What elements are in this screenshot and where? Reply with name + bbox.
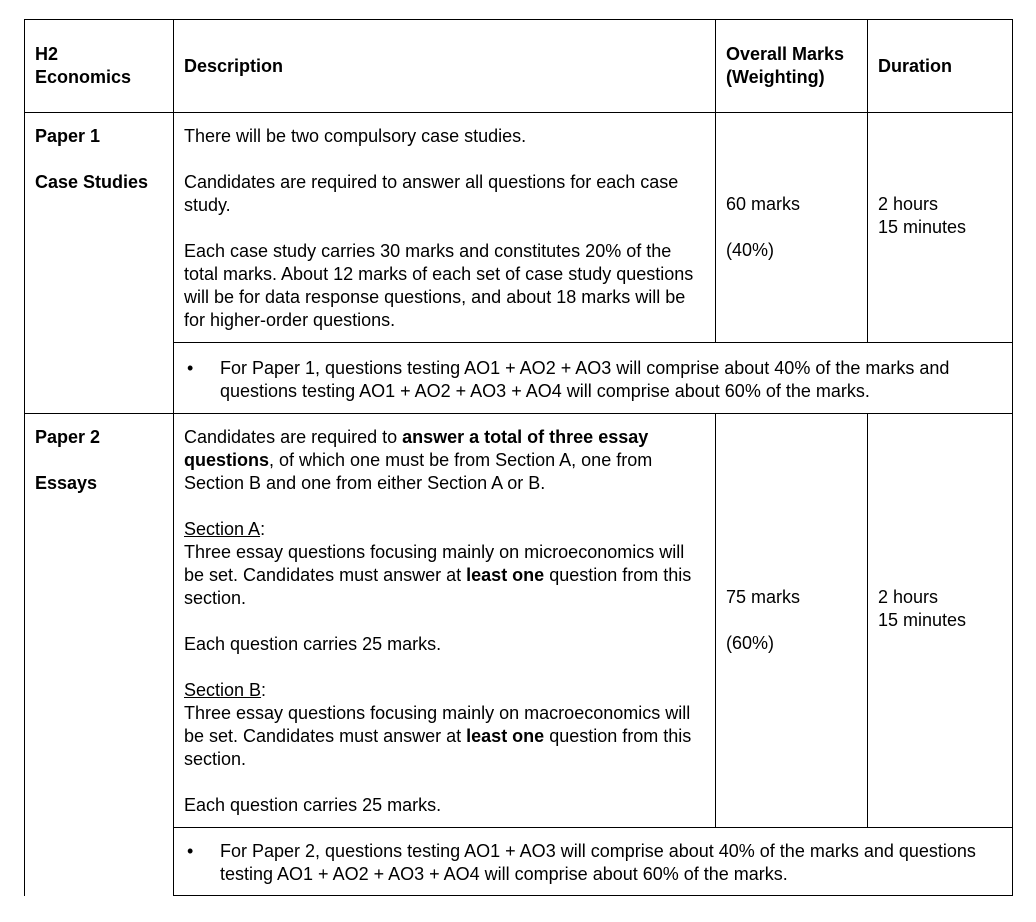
paper1-duration-minutes: 15 minutes	[878, 217, 967, 237]
header-marks: Overall Marks (Weighting)	[716, 20, 868, 113]
paper2-intro: Candidates are required to answer a total of three essay questions, of which one must be from Section A, one from Section B and one from either Section A or B.	[184, 427, 653, 493]
paper2-row	[25, 414, 1013, 828]
paper1-desc-p3: Each case study carries 30 marks and constitutes 20% of the total marks. About 12 marks of each set of case study questions will be for data response questions, and about 18 marks will be for higher-order questions.	[184, 241, 694, 330]
paper2-note-row	[25, 828, 1013, 896]
paper2-description	[174, 414, 716, 828]
paper2-section-a-heading: Section A:	[184, 519, 266, 539]
paper1-duration-cell	[868, 113, 1013, 343]
paper1-row	[25, 113, 1013, 343]
paper1-subtitle: Case Studies	[35, 172, 149, 192]
header-subject: H2 Economics	[25, 20, 174, 113]
paper2-section-b-heading: Section B:	[184, 680, 267, 700]
paper1-duration-hours: 2 hours	[878, 194, 939, 214]
paper1-weighting: (40%)	[726, 240, 775, 260]
paper1-note-row	[25, 343, 1013, 414]
paper2-weighting: (60%)	[726, 633, 775, 653]
paper1-marks: 60 marks	[726, 194, 801, 214]
paper1-description	[174, 113, 716, 343]
assessment-table	[24, 19, 1013, 896]
paper2-section-b-text: Three essay questions focusing mainly on macroeconomics will be set. Candidates must answer at least one question from this section.	[184, 703, 692, 769]
paper2-duration-hours: 2 hours	[878, 587, 939, 607]
paper1-note: • For Paper 1, questions testing AO1 + AO2 + AO3 will comprise about 40% of the marks and questions testing AO1 + AO2 + AO3 + AO4 will comprise about 60% of the marks.	[184, 357, 1002, 403]
paper2-duration-minutes: 15 minutes	[878, 610, 967, 630]
paper2-subtitle: Essays	[35, 473, 98, 493]
paper2-section-a-marks: Each question carries 25 marks.	[184, 634, 442, 654]
paper1-marks-cell	[716, 113, 868, 343]
paper2-label-cell	[25, 414, 174, 896]
header-duration: Duration	[868, 20, 1013, 113]
paper2-marks-cell	[716, 414, 868, 828]
paper2-note: • For Paper 2, questions testing AO1 + AO3 will comprise about 40% of the marks and questions testing AO1 + AO2 + AO3 + AO4 will comprise about 60% of the marks.	[184, 840, 1002, 886]
header-description: Description	[174, 20, 716, 113]
paper2-duration-cell	[868, 414, 1013, 828]
paper2-title: Paper 2	[35, 427, 101, 447]
paper2-section-b-marks: Each question carries 25 marks.	[184, 795, 442, 815]
paper1-desc-p1: There will be two compulsory case studies.	[184, 126, 527, 146]
paper1-title: Paper 1	[35, 126, 101, 146]
paper2-marks: 75 marks	[726, 587, 801, 607]
paper1-label-cell	[25, 113, 174, 414]
paper2-section-a-text: Three essay questions focusing mainly on microeconomics will be set. Candidates must answer at least one question from this section.	[184, 542, 692, 608]
paper2-note-cell	[174, 828, 1013, 896]
paper1-desc-p2: Candidates are required to answer all questions for each case study.	[184, 172, 679, 215]
paper1-note-cell	[174, 343, 1013, 414]
header-row	[25, 20, 1013, 113]
